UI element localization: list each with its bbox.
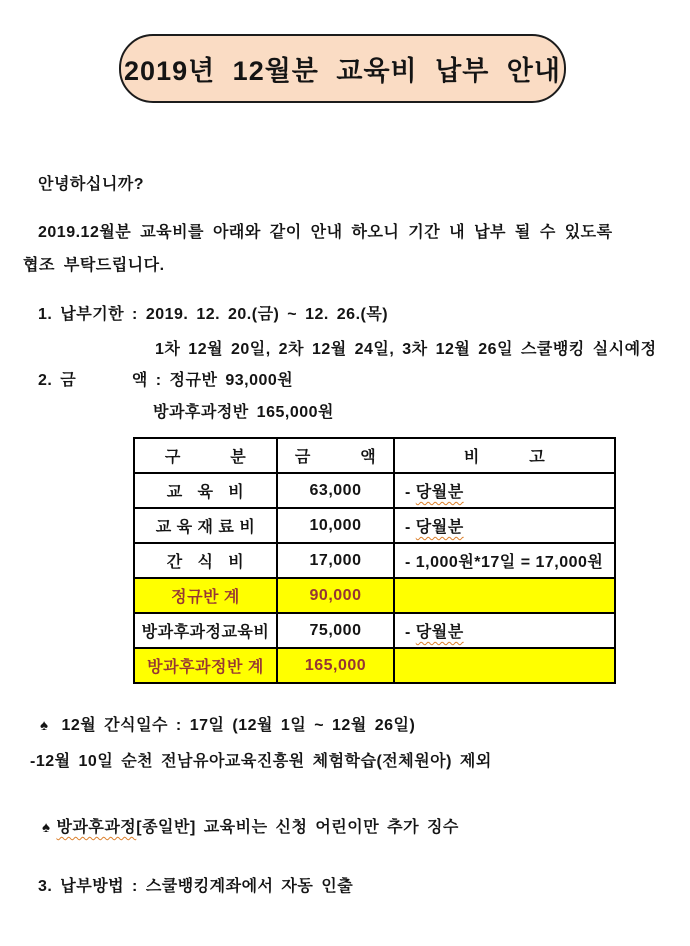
note-text-underlined: 당월분 bbox=[415, 624, 464, 641]
intro-line2: 협조 부탁드립니다. bbox=[23, 257, 165, 274]
table-row bbox=[134, 508, 615, 543]
amount-line: 2. 금 액 : 정규반 93,000원 bbox=[38, 372, 294, 389]
cell-note bbox=[394, 613, 615, 648]
afterschool-fee-rest: [종일반] 교육비는 신청 어린이만 추가 징수 bbox=[136, 819, 459, 836]
snack-days-exception: -12월 10일 순천 전남유아교육진흥원 체험학습(전체원아) 제외 bbox=[30, 753, 492, 770]
note-text: - bbox=[405, 519, 416, 536]
cell-note bbox=[394, 508, 615, 543]
greeting-text: 안녕하십니까? bbox=[38, 176, 145, 193]
cell-category: 방과후과정교육비 bbox=[134, 613, 277, 648]
afterschool-fee-underlined: 방과후과정 bbox=[56, 819, 137, 836]
header-amount: 금 액 bbox=[277, 438, 394, 473]
spade-bullet-icon: ♠ bbox=[42, 819, 51, 836]
cell-amount: 90,000 bbox=[277, 578, 394, 613]
table-row bbox=[134, 543, 615, 578]
cell-note bbox=[394, 473, 615, 508]
cell-amount: 10,000 bbox=[277, 508, 394, 543]
intro-paragraph bbox=[23, 216, 673, 282]
table-row bbox=[134, 473, 615, 508]
table-row-subtotal-regular bbox=[134, 578, 615, 613]
cell-amount: 75,000 bbox=[277, 613, 394, 648]
notice-title-box bbox=[119, 34, 566, 103]
cell-category: 정규반 계 bbox=[134, 578, 277, 613]
note-text-underlined: 당월분 bbox=[415, 484, 464, 501]
cell-amount: 63,000 bbox=[277, 473, 394, 508]
table-row bbox=[134, 613, 615, 648]
snack-days-note bbox=[40, 712, 415, 735]
page-title: 2019년 12월분 교육비 납부 안내 bbox=[124, 56, 561, 86]
afterschool-fee-note bbox=[42, 814, 459, 837]
amount-afterschool-line: 방과후과정반 165,000원 bbox=[153, 404, 334, 421]
header-note: 비 고 bbox=[394, 438, 615, 473]
table-row-subtotal-afterschool bbox=[134, 648, 615, 683]
spade-bullet-icon: ♠ bbox=[40, 717, 49, 734]
intro-line1: 2019.12월분 교육비를 아래와 같이 안내 하오니 기간 내 납부 될 수 있도록 bbox=[38, 224, 613, 241]
note-text-underlined: 당월분 bbox=[415, 519, 464, 536]
fee-table-header-row bbox=[134, 438, 615, 473]
cell-note bbox=[394, 648, 615, 683]
payment-method-line: 3. 납부방법 : 스쿨뱅킹계좌에서 자동 인출 bbox=[38, 878, 354, 895]
cell-category: 방과후과정반 계 bbox=[134, 648, 277, 683]
note-text: - bbox=[405, 624, 416, 641]
cell-amount: 17,000 bbox=[277, 543, 394, 578]
cell-note bbox=[394, 543, 615, 578]
note-text: - bbox=[405, 484, 416, 501]
payment-deadline-line: 1. 납부기한 : 2019. 12. 20.(금) ~ 12. 26.(목) bbox=[38, 306, 389, 323]
cell-category: 교 육 재 료 비 bbox=[134, 508, 277, 543]
cell-amount: 165,000 bbox=[277, 648, 394, 683]
note-text: - 1,000원*17일 = 17,000원 bbox=[405, 554, 604, 571]
cell-note bbox=[394, 578, 615, 613]
snack-days-text: 12월 간식일수 : 17일 (12월 1일 ~ 12월 26일) bbox=[61, 717, 416, 734]
header-category: 구 분 bbox=[134, 438, 277, 473]
cell-category: 교 육 비 bbox=[134, 473, 277, 508]
cell-category: 간 식 비 bbox=[134, 543, 277, 578]
payment-deadline-schedule: 1차 12월 20일, 2차 12월 24일, 3차 12월 26일 스쿨뱅킹 실시예정 bbox=[155, 341, 657, 358]
fee-table bbox=[133, 437, 616, 684]
